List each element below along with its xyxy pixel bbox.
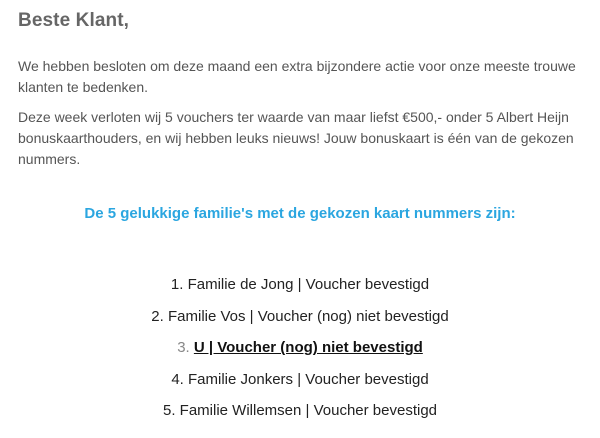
winner-number: 2. [151, 307, 164, 325]
winner-number: 5. [162, 402, 176, 420]
winner-text: Familie Willemsen | Voucher bevestigd [179, 402, 438, 420]
winner-item-you [0, 336, 600, 368]
winner-number: 1. [170, 276, 184, 293]
intro-paragraph: We hebben besloten om deze maand een extra bijzondere actie voor onze meeste trouwe klanten te bedenken. [18, 58, 576, 95]
voucher-paragraph: Deze week verloten wij 5 vouchers ter waarde van maar liefst €500,- onder 5 Albert Heijn bonuskaarthouders, en wij hebben leuks nieuws! Jouw bonuskaart is één van de gekozen nummers. [18, 109, 574, 167]
winner-text: Familie Jonkers | Voucher bevestigd [188, 370, 429, 388]
voucher-link[interactable]: U | Voucher (nog) niet bevestigd [193, 339, 423, 357]
winner-number: 4. [171, 370, 184, 388]
greeting: Beste Klant, [18, 10, 130, 31]
winner-item [0, 399, 600, 431]
winner-item [0, 368, 600, 400]
winners-list [0, 273, 600, 431]
winner-item [0, 273, 600, 305]
winner-text: Familie Vos | Voucher (nog) niet bevestigd [167, 307, 449, 325]
winners-heading: De 5 gelukkige familie's met de gekozen kaart nummers zijn: [84, 205, 516, 222]
winner-number: 3. [177, 339, 190, 357]
winner-text: Familie de Jong | Voucher bevestigd [187, 276, 430, 293]
winner-item [0, 305, 600, 337]
